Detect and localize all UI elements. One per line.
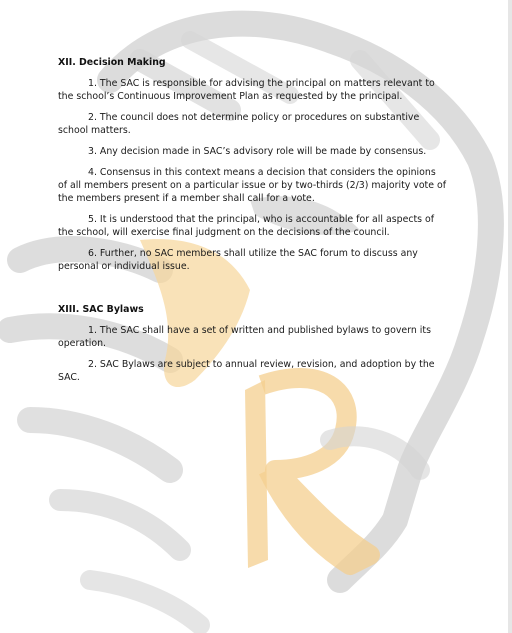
section-spacer [58, 281, 446, 303]
paragraph: 5. It is understood that the principal, who is accountable for all aspects of the school, will exercise final judgment on the decisions of the council. [58, 214, 435, 238]
paragraph: 4. Consensus in this context means a decision that considers the opinions of all members present on a particular issue or by two-thirds (2/3) majority vote of the members present if a member shall call for a vote. [58, 167, 447, 204]
section-heading: XII. Decision Making [58, 57, 166, 68]
paragraph: 6. Further, no SAC members shall utilize the SAC forum to discuss any personal or individual issue. [58, 248, 418, 272]
paragraph: 1. The SAC is responsible for advising the principal on matters relevant to the school’s Continuous Improvement Plan as requested by the principal. [58, 78, 435, 102]
paragraph: 2. SAC Bylaws are subject to annual review, revision, and adoption by the SAC. [58, 359, 435, 383]
section-heading: XIII. SAC Bylaws [58, 304, 144, 315]
scrollbar[interactable] [508, 0, 512, 633]
paragraph: 2. The council does not determine policy or procedures on substantive school matters. [58, 112, 420, 136]
section-sac-bylaws [58, 303, 446, 384]
document-body [58, 56, 446, 392]
paragraph: 1. The SAC shall have a set of written and published bylaws to govern its operation. [58, 325, 431, 349]
paragraph: 3. Any decision made in SAC’s advisory role will be made by consensus. [88, 146, 427, 157]
section-decision-making [58, 56, 446, 273]
